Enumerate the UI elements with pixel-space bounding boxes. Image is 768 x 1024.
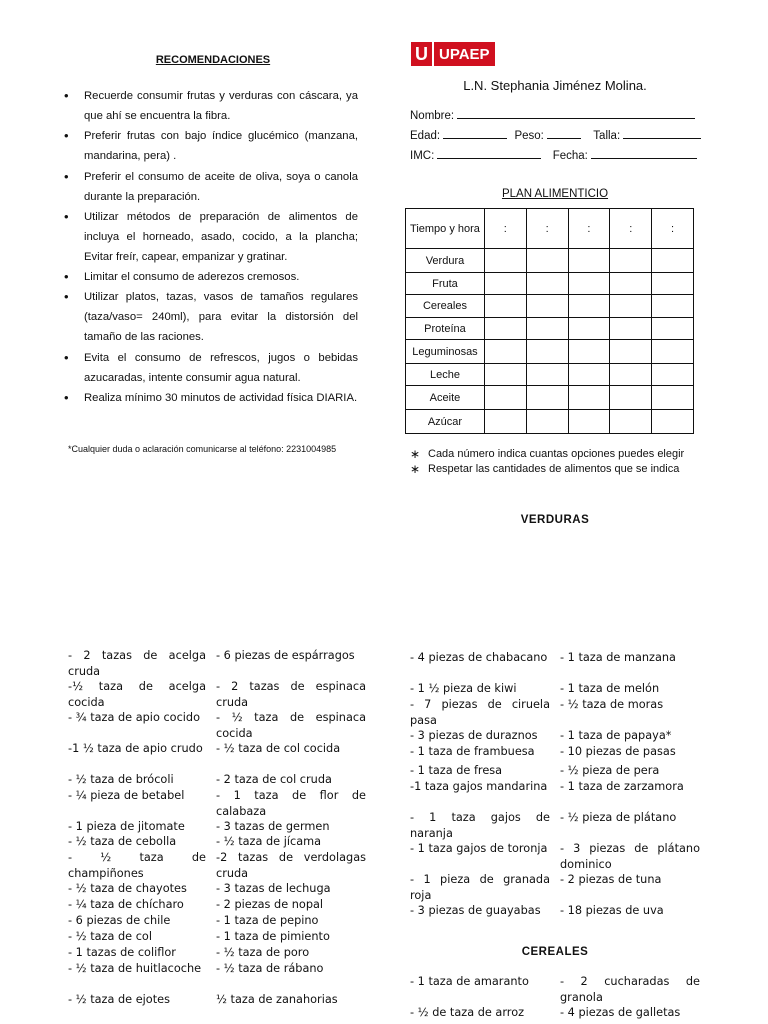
list-item: - ½ taza de jícama — [216, 835, 322, 848]
portion-cell[interactable] — [652, 249, 694, 273]
cereals-title: CEREALES — [521, 946, 589, 958]
age-blank[interactable] — [443, 128, 507, 139]
table-row — [406, 273, 694, 295]
name-label: Nombre: — [410, 110, 455, 122]
portion-cell[interactable] — [652, 386, 694, 410]
height-label: Talla: — [593, 130, 621, 142]
portion-cell[interactable] — [652, 273, 694, 295]
portion-cell[interactable] — [652, 295, 694, 318]
list-item: -1 ½ taza de apio crudo — [68, 742, 203, 755]
list-item: - 2 tazas de espinaca cruda — [216, 680, 366, 709]
food-group-cell: Cereales — [406, 295, 485, 318]
instructions-list — [428, 448, 700, 477]
portion-cell[interactable] — [610, 249, 652, 273]
list-item: - 1 taza de papaya* — [560, 729, 672, 742]
list-item: - 2 piezas de nopal — [216, 898, 324, 911]
portion-cell[interactable] — [568, 249, 610, 273]
list-item: - ½ taza de rábano — [216, 962, 324, 975]
list-item: - ½ taza de ejotes — [68, 993, 170, 1006]
portion-cell[interactable] — [652, 410, 694, 434]
portion-cell[interactable] — [526, 273, 568, 295]
list-item: - 4 piezas de galletas — [560, 1006, 681, 1019]
weight-label: Peso: — [514, 130, 544, 142]
vegetables-list-right — [216, 648, 366, 1016]
recommendation-item: • Utilizar métodos de preparación de alimentos de incluya el horneado, asado, cocido, a la plancha; Evitar freír, capear, empanizar y gratinar. — [84, 207, 358, 267]
meal-plan-table — [405, 208, 694, 434]
table-row — [406, 295, 694, 318]
list-item: - 3 piezas de plátano dominico — [560, 842, 700, 871]
portion-cell[interactable] — [610, 410, 652, 434]
time-slot-cell[interactable]: : — [610, 209, 652, 249]
list-item: -½ taza de acelga cocida — [68, 680, 206, 709]
list-item: - 7 piezas de ciruela pasa — [410, 698, 550, 727]
vegetables-list-left — [68, 648, 206, 1016]
portion-cell[interactable] — [526, 386, 568, 410]
list-item: - ½ taza de moras — [560, 698, 664, 711]
list-item: - 3 piezas de guayabas — [410, 904, 541, 917]
list-item: - 1 taza de fresa — [410, 764, 503, 777]
recommendation-item: • Recuerde consumir frutas y verduras con cáscara, ya que ahí se encuentra la fibra. — [84, 86, 358, 126]
list-item: - 3 tazas de germen — [216, 820, 330, 833]
recommendation-item: • Limitar el consumo de aderezos cremosos. — [84, 267, 358, 287]
list-item: - 2 piezas de tuna — [560, 873, 662, 886]
list-item: - 1 taza de amaranto — [410, 975, 529, 988]
nutritionist-name: L.N. Stephania Jiménez Molina. — [463, 78, 647, 93]
list-item: -1 taza gajos mandarina — [410, 780, 548, 793]
list-item: - 1 taza de frambuesa — [410, 745, 535, 758]
list-item: - 1 pieza de jitomate — [68, 820, 185, 833]
list-item: - 1 taza de flor de calabaza — [216, 789, 366, 818]
list-item: - 3 tazas de lechuga — [216, 882, 331, 895]
list-item: - 1 taza de manzana — [560, 651, 676, 664]
portion-cell[interactable] — [484, 364, 526, 386]
list-item: - 1 taza de melón — [560, 682, 660, 695]
portion-cell[interactable] — [568, 295, 610, 318]
portion-cell[interactable] — [484, 249, 526, 273]
list-item: - 1 taza de zarzamora — [560, 780, 684, 793]
fruits-list-left — [410, 650, 550, 920]
list-item: -2 tazas de verdolagas cruda — [216, 851, 366, 880]
list-item: - 1 taza gajos de naranja — [410, 811, 550, 840]
portion-cell[interactable] — [610, 340, 652, 364]
list-item: - ¾ taza de apio cocido — [68, 711, 201, 724]
table-row — [406, 249, 694, 273]
recommendations-list — [84, 86, 358, 408]
list-item: - 1 taza de pimiento — [216, 930, 330, 943]
portion-cell[interactable] — [652, 340, 694, 364]
instruction-item: ∗ Cada número indica cuantas opciones puedes elegir — [428, 448, 700, 462]
food-group-cell: Leche — [406, 364, 485, 386]
portion-cell[interactable] — [568, 318, 610, 340]
time-slot-cell[interactable]: : — [652, 209, 694, 249]
contact-note: *Cualquier duda o aclaración comunicarse al teléfono: 2231004985 — [68, 444, 337, 454]
list-item: - ½ de taza de arroz — [410, 1006, 525, 1019]
age-label: Edad: — [410, 130, 441, 142]
list-item: - 1 taza de pepino — [216, 914, 319, 927]
recommendation-item: • Preferir frutas con bajo índice glucémico (manzana, mandarina, pera) . — [84, 126, 358, 166]
height-blank[interactable] — [623, 128, 701, 139]
table-row — [406, 364, 694, 386]
list-item: - ½ taza de chayotes — [68, 882, 187, 895]
table-header-row — [406, 209, 694, 249]
list-item: - ½ taza de cebolla — [68, 835, 177, 848]
portion-cell[interactable] — [568, 340, 610, 364]
food-group-cell: Leguminosas — [406, 340, 485, 364]
time-slot-cell[interactable]: : — [484, 209, 526, 249]
portion-cell[interactable] — [484, 318, 526, 340]
list-item: - 18 piezas de uva — [560, 904, 664, 917]
portion-cell[interactable] — [526, 340, 568, 364]
date-label: Fecha: — [552, 150, 588, 162]
portion-cell[interactable] — [526, 249, 568, 273]
portion-cell[interactable] — [526, 318, 568, 340]
list-item: - ½ taza de col cocida — [216, 742, 341, 755]
imc-blank[interactable] — [437, 148, 541, 159]
instruction-item: ∗ Respetar las cantidades de alimentos que se indica — [428, 463, 700, 477]
portion-cell[interactable] — [652, 364, 694, 386]
list-item: - ½ taza de champiñones — [68, 851, 206, 880]
recommendation-item: • Evita el consumo de refrescos, jugos o bebidas azucaradas, intente consumir agua natural. — [84, 348, 358, 388]
list-item: - ½ taza de espinaca cocida — [216, 711, 366, 740]
list-item: - ¼ taza de chícharo — [68, 898, 184, 911]
fruits-list-right — [560, 650, 700, 920]
portion-cell[interactable] — [568, 364, 610, 386]
recommendations-title: RECOMENDACIONES — [155, 54, 271, 66]
food-group-cell: Azúcar — [406, 410, 485, 434]
recommendation-item: • Realiza mínimo 30 minutos de actividad física DIARIA. — [84, 388, 358, 408]
portion-cell[interactable] — [568, 410, 610, 434]
portion-cell[interactable] — [526, 410, 568, 434]
weight-blank[interactable] — [547, 128, 581, 139]
list-item: - ½ pieza de plátano — [560, 811, 677, 824]
portion-cell[interactable] — [610, 295, 652, 318]
portion-cell[interactable] — [484, 410, 526, 434]
date-blank[interactable] — [591, 148, 697, 159]
imc-label: IMC: — [410, 150, 435, 162]
list-item: - 3 piezas de duraznos — [410, 729, 538, 742]
portion-cell[interactable] — [652, 318, 694, 340]
table-row — [406, 386, 694, 410]
list-item: - 10 piezas de pasas — [560, 745, 676, 758]
table-row — [406, 318, 694, 340]
cereals-list-left — [410, 974, 550, 1022]
list-item: - 4 piezas de chabacano — [410, 651, 548, 664]
list-item: - 1 ½ pieza de kiwi — [410, 682, 517, 695]
logo-u-mark: U — [411, 42, 432, 66]
list-item: - 6 piezas de chile — [68, 914, 171, 927]
list-item: - ½ taza de brócoli — [68, 773, 174, 786]
list-item: - 1 tazas de coliflor — [68, 946, 176, 959]
portion-cell[interactable] — [484, 340, 526, 364]
list-item: - 1 pieza de granada roja — [410, 873, 550, 902]
list-item: - ½ pieza de pera — [560, 764, 660, 777]
list-item: - ¼ pieza de betabel — [68, 789, 185, 802]
time-slot-cell[interactable]: : — [568, 209, 610, 249]
table-row — [406, 340, 694, 364]
recommendation-item: • Preferir el consumo de aceite de oliva, soya o canola durante la preparación. — [84, 167, 358, 207]
time-slot-cell[interactable]: : — [526, 209, 568, 249]
portion-cell[interactable] — [484, 386, 526, 410]
portion-cell[interactable] — [484, 273, 526, 295]
plan-title: PLAN ALIMENTICIO — [501, 188, 609, 200]
portion-cell[interactable] — [484, 295, 526, 318]
portion-cell[interactable] — [526, 364, 568, 386]
portion-cell[interactable] — [568, 386, 610, 410]
portion-cell[interactable] — [610, 364, 652, 386]
logo-wordmark: UPAEP — [434, 42, 495, 66]
portion-cell[interactable] — [610, 318, 652, 340]
imc-date-row — [410, 148, 697, 162]
list-item: - 2 tazas de acelga cruda — [68, 649, 206, 678]
name-blank[interactable] — [457, 108, 695, 119]
food-group-cell: Aceite — [406, 386, 485, 410]
list-item: ½ taza de zanahorias — [216, 993, 338, 1006]
list-item: - 2 taza de col cruda — [216, 773, 332, 786]
name-field[interactable] — [410, 108, 695, 122]
food-group-cell: Verdura — [406, 249, 485, 273]
age-weight-height-row — [410, 128, 701, 142]
portion-cell[interactable] — [568, 273, 610, 295]
food-group-cell: Proteína — [406, 318, 485, 340]
recommendation-item: • Utilizar platos, tazas, vasos de tamaños regulares (taza/vaso= 240ml), para evitar la distorsión del tamaño de las raciones. — [84, 287, 358, 347]
list-item: - 6 piezas de espárragos — [216, 649, 355, 662]
portion-cell[interactable] — [526, 295, 568, 318]
list-item: - ½ taza de poro — [216, 946, 310, 959]
time-header-cell: Tiempo y hora — [406, 209, 485, 249]
vegetables-title: VERDURAS — [520, 514, 590, 526]
list-item: - 2 cucharadas de granola — [560, 975, 700, 1004]
list-item: - 1 taza gajos de toronja — [410, 842, 548, 855]
upaep-logo — [411, 42, 495, 66]
food-group-cell: Fruta — [406, 273, 485, 295]
portion-cell[interactable] — [610, 386, 652, 410]
table-row — [406, 410, 694, 434]
list-item: - ½ taza de huitlacoche — [68, 962, 202, 975]
list-item: - ½ taza de col — [68, 930, 152, 943]
cereals-list-right — [560, 974, 700, 1022]
portion-cell[interactable] — [610, 273, 652, 295]
